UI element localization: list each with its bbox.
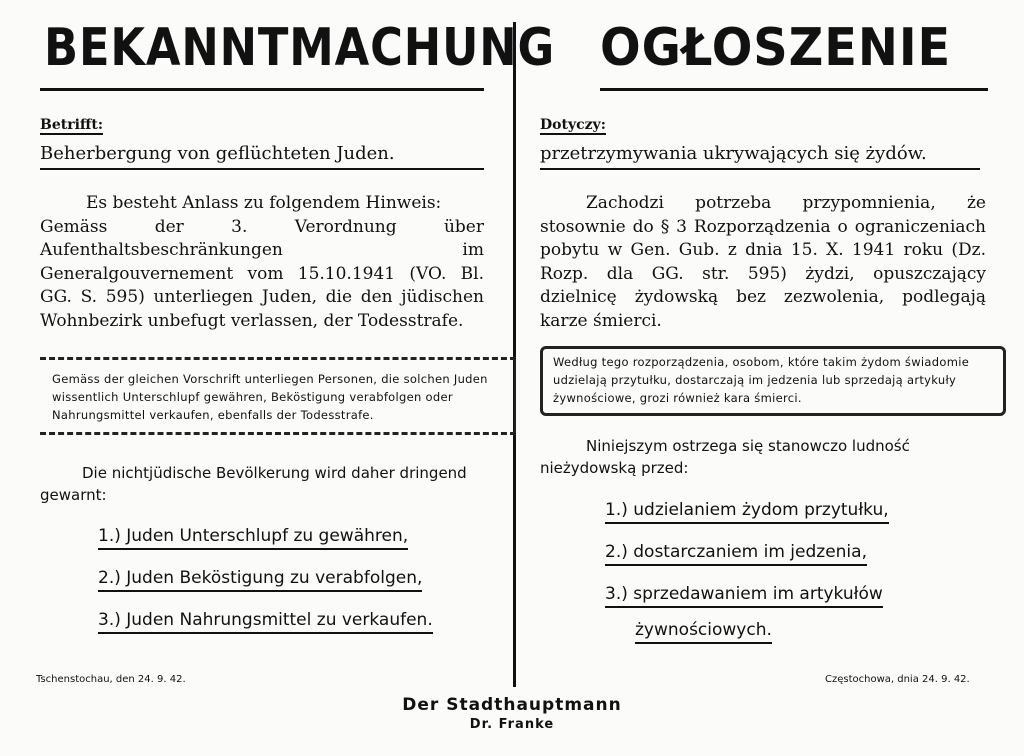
german-body-line1: Es besteht Anlass zu folgendem Hinweis: — [86, 193, 442, 213]
german-subject: Beherbergung von geflüchteten Juden. — [40, 143, 395, 164]
german-warning: Die nichtjüdische Bevölkerung wird daher dringend gewarnt: — [40, 464, 467, 504]
polish-heading-rule — [600, 88, 988, 91]
center-divider — [513, 22, 516, 687]
polish-item-3b: żywnościowych. — [635, 620, 772, 640]
signature-name: Dr. Franke — [469, 717, 555, 732]
german-item-2: 2.) Juden Beköstigung zu verabfolgen, — [98, 568, 422, 588]
polish-date: Częstochowa, dnia 24. 9. 42. — [825, 674, 970, 685]
polish-label: Dotyczy: — [540, 117, 606, 133]
german-subject-rule — [40, 168, 484, 170]
polish-warning: Niniejszym ostrzega się stanowczo ludność nieżydowską przed: — [540, 437, 910, 477]
signature-title: Der Stadthauptmann — [402, 695, 622, 715]
german-item-3: 3.) Juden Nahrungsmittel zu verkaufen. — [98, 610, 433, 630]
polish-body: Zachodzi potrzeba przypomnienia, że stosownie do § 3 Rozporządzenia o ograniczeniach pobytu w Gen. Gub. z dnia 15. X. 1941 roku (Dz. Rozp. dla GG. str. 595) żydzi, opuszczający dzielnicę żydowską bez zezwolenia, podlegają karze śmierci. — [540, 193, 986, 331]
german-label: Betrifft: — [40, 117, 104, 133]
polish-heading: OGŁOSZENIE — [600, 18, 952, 78]
polish-item-2: 2.) dostarczaniem im jedzenia, — [605, 542, 867, 562]
polish-subject: przetrzymywania ukrywających się żydów. — [540, 143, 927, 164]
polish-item-1: 1.) udzielaniem żydom przytułku, — [605, 500, 889, 520]
german-date: Tschenstochau, den 24. 9. 42. — [36, 674, 186, 685]
german-heading-rule — [40, 88, 484, 91]
german-item-1: 1.) Juden Unterschlupf zu gewähren, — [98, 526, 408, 546]
german-box: Gemäss der gleichen Vorschrift unterliegen Personen, die solchen Juden wissentlich Unterschlupf gewähren, Beköstigung verabfolgen oder Nahrungsmittel verkaufen, ebenfalls der Todesstrafe. — [40, 357, 516, 435]
german-body — [40, 192, 484, 333]
polish-item-3a: 3.) sprzedawaniem im artykułów — [605, 584, 883, 604]
polish-subject-rule — [540, 168, 980, 170]
polish-box: Według tego rozporządzenia, osobom, które takim żydom świadomie udzielają przytułku, dostarczają im jedzenia lub sprzedają artykuły żywnościowe, grozi również kara śmierci. — [540, 346, 1006, 416]
german-body-rest: Gemäss der 3. Verordnung über Aufenthaltsbeschränkungen im Generalgouvernement vom 15.10.1941 (VO. Bl. GG. S. 595) unterliegen Juden, die den jüdischen Wohnbezirk unbefugt verlassen, der Todesstrafe. — [40, 216, 484, 331]
german-heading: BEKANNTMACHUNG — [44, 18, 556, 78]
